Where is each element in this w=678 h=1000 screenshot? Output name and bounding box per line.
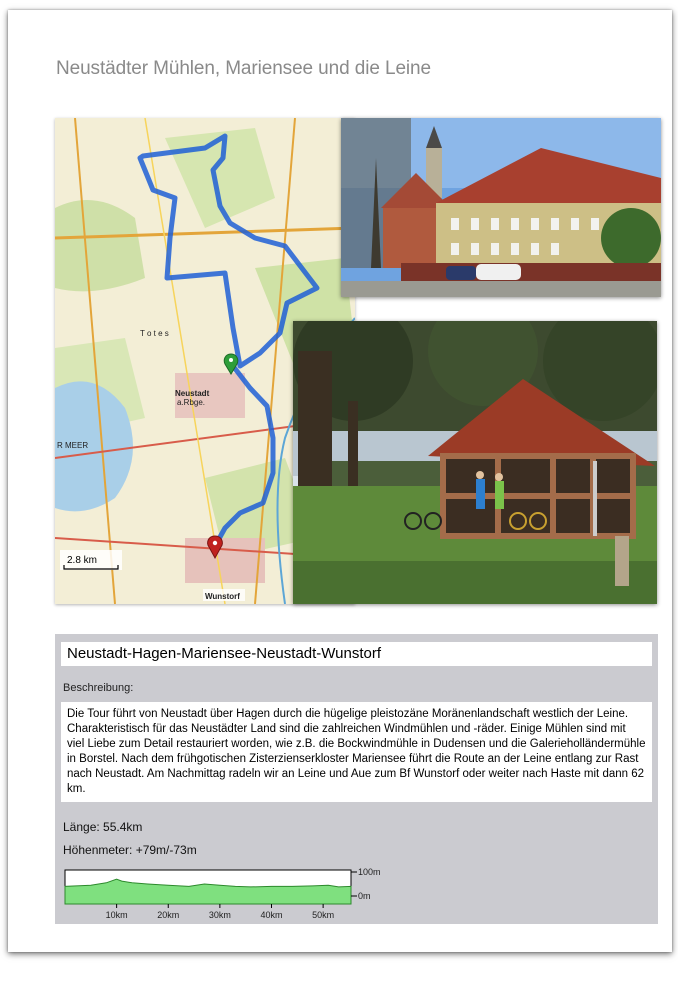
photo-monastery[interactable] <box>341 118 661 297</box>
map-label-neustadt: Neustadt <box>175 389 210 398</box>
x-tick-label: 20km <box>157 910 180 920</box>
route-info-panel <box>55 634 658 924</box>
elevation-profile-chart <box>61 866 391 926</box>
map-label-totes: T o t e s <box>140 329 169 338</box>
description-text: Die Tour führt von Neustadt über Hagen durch die hügelige pleistozäne Moränenlandschaft westlich der Leine. Charakteristisch für das Neustädter Land sind die zahlreichen Windmühlen und -räder. Einige Mühlen sind mit viel Liebe zum Detail restauriert worden, wie z.B. die Bockwindmühle in Dudensen und die Galerieholländermühle in Borstel. Nach dem frühgotischen Zisterzienserkloster Mariensee führt die Route an der Leine entlang zur Rast nach Neustadt. Am Nachmittag radeln wir an Leine und Aue zum Bf Wunstorf oder weiter nach Haste mit dann 62 km. <box>61 702 652 802</box>
photo-mill[interactable] <box>293 321 657 604</box>
map-scale-label: 2.8 km <box>67 555 98 566</box>
y-tick-label: 100m <box>358 867 381 877</box>
photo-mill-image <box>293 321 657 604</box>
description-label: Beschreibung: <box>63 682 134 694</box>
map-label-meer: R MEER <box>57 441 89 450</box>
document-page <box>8 10 672 952</box>
route-name: Neustadt-Hagen-Mariensee-Neustadt-Wunstorf <box>61 642 652 666</box>
x-tick-label: 30km <box>208 910 231 920</box>
elevation-profile-svg <box>61 866 391 926</box>
map-label-neustadt-sub: a.Rbge. <box>177 398 206 407</box>
page-title: Neustädter Mühlen, Mariensee und die Leine <box>56 58 431 79</box>
x-tick-label: 50km <box>312 910 335 920</box>
x-tick-label: 10km <box>105 910 128 920</box>
y-tick-label: 0m <box>358 891 371 901</box>
map-label-wunstorf: Wunstorf <box>205 592 240 601</box>
map-scale-bar <box>60 550 122 570</box>
route-length: Länge: 55.4km <box>63 820 143 834</box>
route-elevation: Höhenmeter: +79m/-73m <box>63 843 197 857</box>
x-tick-label: 40km <box>260 910 283 920</box>
photo-monastery-image <box>341 118 661 297</box>
